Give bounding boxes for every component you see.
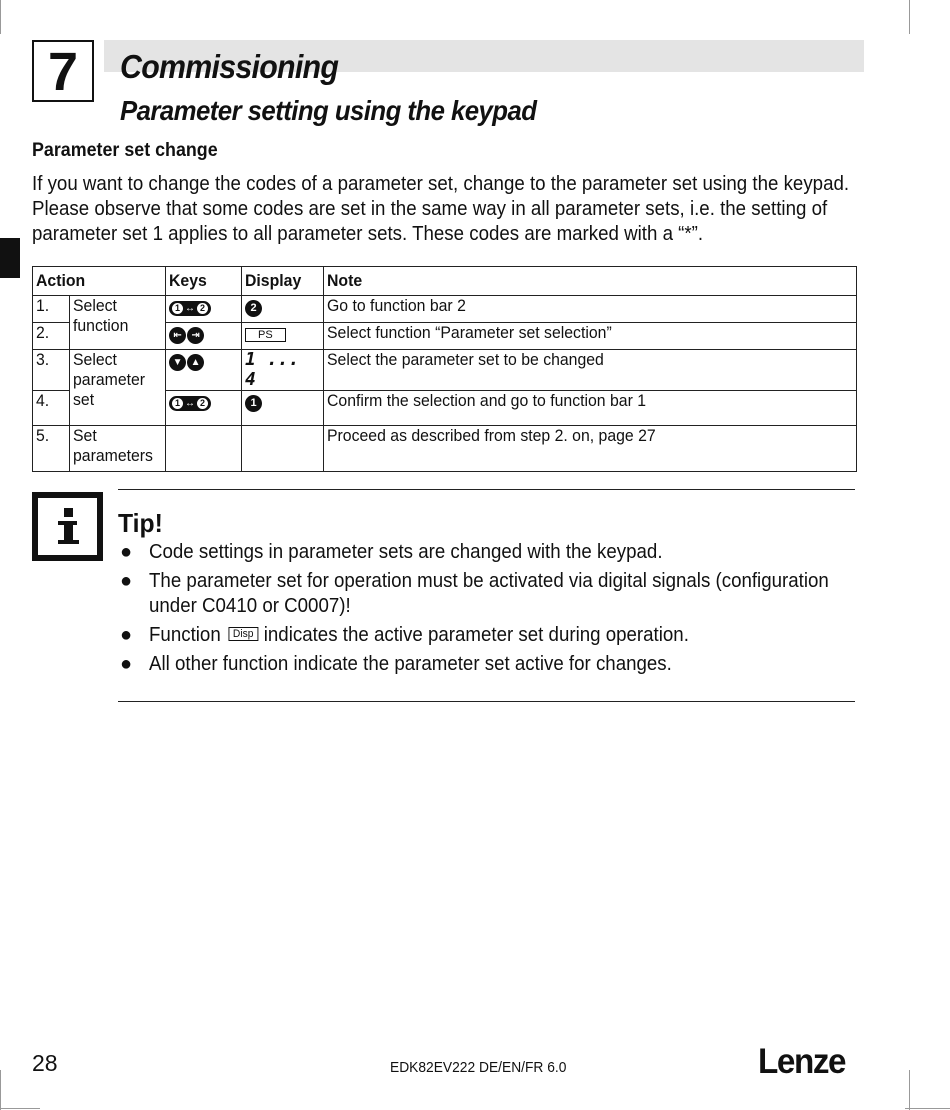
note-cell: Select function “Parameter set selection” <box>324 323 857 350</box>
right-arrow-key-icon: ⇥ <box>187 327 204 344</box>
list-item: ● Code settings in parameter sets are changed with the keypad. <box>120 541 663 563</box>
chapter-side-tab <box>0 238 20 278</box>
table-row <box>33 296 857 323</box>
note-cell: Proceed as described from step 2. on, page 27 <box>324 426 857 472</box>
up-arrow-key-icon: ▲ <box>187 354 204 371</box>
document-code: EDK82EV222 DE/EN/FR 6.0 <box>390 1059 567 1076</box>
note-cell: Select the parameter set to be changed <box>324 350 857 391</box>
step-number: 2. <box>33 323 70 350</box>
keys-cell <box>166 323 242 350</box>
tip-title: Tip! <box>118 508 163 538</box>
step-number: 3. <box>33 350 70 391</box>
display-cell <box>242 426 324 472</box>
keys-cell <box>166 296 242 323</box>
crop-mark <box>0 0 1 34</box>
crop-mark <box>0 1108 40 1109</box>
keys-cell <box>166 350 242 391</box>
header-display: Display <box>242 267 324 296</box>
header-action: Action <box>33 267 166 296</box>
action-cell: Select function <box>70 296 166 350</box>
display-range-text: 1 ... 4 <box>245 349 300 390</box>
list-item: ● All other function indicate the parameter set active for changes. <box>120 653 672 675</box>
keypad-steps-table <box>32 266 857 472</box>
function-bar-toggle-key-icon: 1 ↔ 2 <box>169 301 211 316</box>
function-bar-1-icon: 1 <box>245 395 262 412</box>
header-keys: Keys <box>166 267 242 296</box>
table-header-row <box>33 267 857 296</box>
info-icon <box>32 492 103 561</box>
tip-top-rule <box>118 489 855 490</box>
step-number: 5. <box>33 426 70 472</box>
chapter-title: Commissioning <box>120 48 339 85</box>
crop-mark <box>909 0 910 34</box>
lenze-logo: Lenze <box>758 1042 846 1081</box>
intro-paragraph: If you want to change the codes of a parameter set, change to the parameter set using the keypad. Please observe that some codes are set in the same way in all parameter sets, i.e. the setting of parameter set 1 applies to all parameter sets. These codes are marked with a “*”. <box>32 173 850 245</box>
disp-function-label: Disp <box>228 627 258 641</box>
subsection-title: Parameter set change <box>32 140 218 161</box>
function-bar-toggle-key-icon: 1 ↔ 2 <box>169 396 211 411</box>
list-item: ● The parameter set for operation must be activated via digital signals (configuration under C0410 or C0007)! <box>120 570 829 617</box>
display-cell <box>242 391 324 426</box>
step-number: 1. <box>33 296 70 323</box>
tip-bottom-rule <box>118 701 855 702</box>
note-cell: Go to function bar 2 <box>324 296 857 323</box>
table-row <box>33 426 857 472</box>
table-row <box>33 350 857 391</box>
crop-mark <box>905 1108 950 1109</box>
keys-cell <box>166 391 242 426</box>
left-arrow-key-icon: ⇤ <box>169 327 186 344</box>
display-cell <box>242 323 324 350</box>
header-note: Note <box>324 267 857 296</box>
crop-mark <box>0 1070 1 1110</box>
keys-cell <box>166 426 242 472</box>
list-item: ● Function Disp indicates the active parameter set during operation. <box>120 624 689 646</box>
display-ps-label: PS <box>245 328 286 342</box>
display-cell <box>242 296 324 323</box>
down-arrow-key-icon: ▼ <box>169 354 186 371</box>
page-number: 28 <box>32 1050 58 1076</box>
action-cell: Set parameters <box>70 426 166 472</box>
note-cell: Confirm the selection and go to function bar 1 <box>324 391 857 426</box>
function-bar-2-icon: 2 <box>245 300 262 317</box>
crop-mark <box>909 1070 910 1110</box>
section-title: Parameter setting using the keypad <box>120 95 537 126</box>
display-cell <box>242 350 324 391</box>
action-cell: Select parameter set <box>70 350 166 426</box>
step-number: 4. <box>33 391 70 426</box>
chapter-number-box: 7 <box>32 40 94 102</box>
tip-list <box>118 540 888 681</box>
